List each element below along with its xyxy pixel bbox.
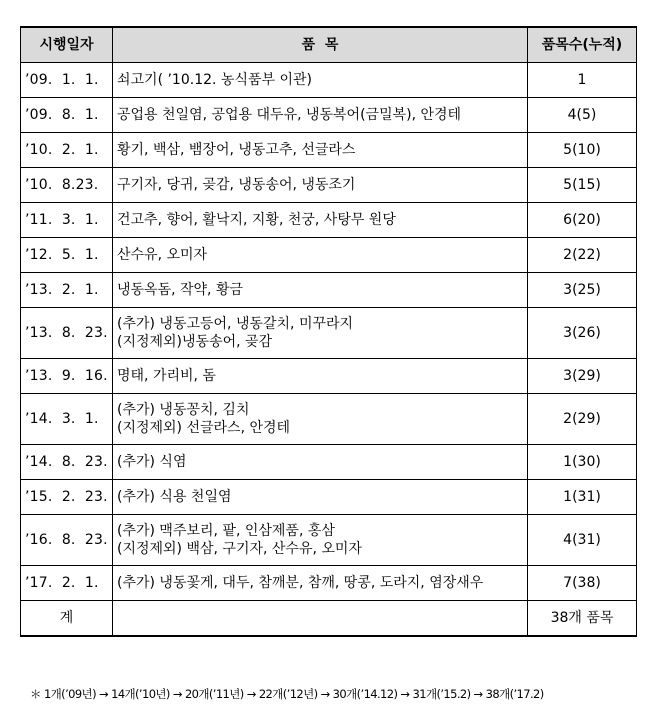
row-items (113, 133, 528, 168)
row-date: ’12. 5. 1. (21, 238, 113, 273)
row-item-line: 황기, 백삼, 뱀장어, 냉동고추, 선글라스 (117, 142, 356, 158)
row-items (113, 445, 528, 480)
header-item: 품 목 (113, 27, 528, 63)
row-date: ’10. 8.23. (21, 168, 113, 203)
row-item-line: 구기자, 당귀, 곶감, 냉동송어, 냉동조기 (117, 177, 356, 193)
table-row (21, 359, 637, 394)
row-items (113, 238, 528, 273)
row-item-line: (지정제외) 선글라스, 안경테 (117, 420, 291, 436)
total-label: 계 (21, 601, 113, 637)
row-count: 4(5) (528, 98, 637, 133)
row-date: ’16. 8. 23. (21, 515, 113, 566)
row-count: 4(31) (528, 515, 637, 566)
row-item-line: 냉동옥돔, 작약, 황금 (117, 282, 243, 298)
row-item-line: (추가) 식용 천일염 (117, 489, 232, 505)
table-row (21, 63, 637, 98)
row-count: 3(26) (528, 308, 637, 359)
total-empty-cell (113, 601, 528, 637)
header-count: 품목수(누적) (528, 27, 637, 63)
designated-items-table (20, 26, 637, 637)
table-header-row (21, 27, 637, 63)
table-row (21, 203, 637, 238)
row-item-line: (지정제외) 백삼, 구기자, 산수유, 오미자 (117, 541, 362, 557)
row-item-line: (추가) 냉동꽃게, 대두, 참깨분, 참깨, 땅콩, 도라지, 염장새우 (117, 575, 484, 591)
table-row (21, 445, 637, 480)
row-item-line: (추가) 냉동꽁치, 김치 (117, 402, 250, 418)
row-item-line: 건고추, 향어, 활낙지, 지황, 천궁, 사탕무 원당 (117, 212, 396, 228)
table-row (21, 480, 637, 515)
total-value: 38개 품목 (528, 601, 637, 637)
table-row (21, 394, 637, 445)
row-count: 6(20) (528, 203, 637, 238)
row-count: 2(29) (528, 394, 637, 445)
row-item-line: (추가) 식염 (117, 454, 187, 470)
table-row (21, 98, 637, 133)
footnote: ＊ 1개(’09년) → 14개(’10년) → 20개(’11년) → 22개(’12년) → 30개(’14.12) → 31개(’15.2) → 38개(’17.2) (30, 687, 544, 701)
table-body (21, 63, 637, 601)
row-items (113, 168, 528, 203)
row-date: ’09. 1. 1. (21, 63, 113, 98)
row-date: ’13. 8. 23. (21, 308, 113, 359)
row-count: 1 (528, 63, 637, 98)
row-date: ’17. 2. 1. (21, 566, 113, 601)
row-date: ’11. 3. 1. (21, 203, 113, 238)
row-count: 5(10) (528, 133, 637, 168)
header-date: 시행일자 (21, 27, 113, 63)
table-row (21, 133, 637, 168)
table-row (21, 515, 637, 566)
row-date: ’14. 3. 1. (21, 394, 113, 445)
row-item-line: (지정제외)냉동송어, 곶감 (117, 334, 273, 350)
table-row (21, 308, 637, 359)
row-item-line: (추가) 냉동고등어, 냉동갈치, 미꾸라지 (117, 316, 354, 332)
row-count: 3(25) (528, 273, 637, 308)
row-item-line: 명태, 가리비, 돔 (117, 368, 216, 384)
row-item-line: 쇠고기( ’10.12. 농식품부 이관) (117, 72, 312, 88)
table-row (21, 168, 637, 203)
row-count: 1(31) (528, 480, 637, 515)
row-items (113, 515, 528, 566)
row-date: ’13. 9. 16. (21, 359, 113, 394)
row-item-line: (추가) 맥주보리, 팥, 인삼제품, 홍삼 (117, 523, 335, 539)
row-count: 7(38) (528, 566, 637, 601)
row-item-line: 공업용 천일염, 공업용 대두유, 냉동복어(금밀복), 안경테 (117, 107, 462, 123)
row-date: ’09. 8. 1. (21, 98, 113, 133)
row-items (113, 203, 528, 238)
table-row (21, 566, 637, 601)
table-row (21, 238, 637, 273)
row-items (113, 480, 528, 515)
row-items (113, 308, 528, 359)
row-count: 2(22) (528, 238, 637, 273)
row-count: 3(29) (528, 359, 637, 394)
row-date: ’15. 2. 23. (21, 480, 113, 515)
row-items (113, 359, 528, 394)
table-row (21, 273, 637, 308)
row-items (113, 566, 528, 601)
total-row (21, 601, 637, 637)
row-count: 1(30) (528, 445, 637, 480)
row-items (113, 98, 528, 133)
row-date: ’10. 2. 1. (21, 133, 113, 168)
row-count: 5(15) (528, 168, 637, 203)
row-date: ’13. 2. 1. (21, 273, 113, 308)
row-item-line: 산수유, 오미자 (117, 247, 208, 263)
row-items (113, 63, 528, 98)
row-items (113, 273, 528, 308)
row-date: ’14. 8. 23. (21, 445, 113, 480)
row-items (113, 394, 528, 445)
